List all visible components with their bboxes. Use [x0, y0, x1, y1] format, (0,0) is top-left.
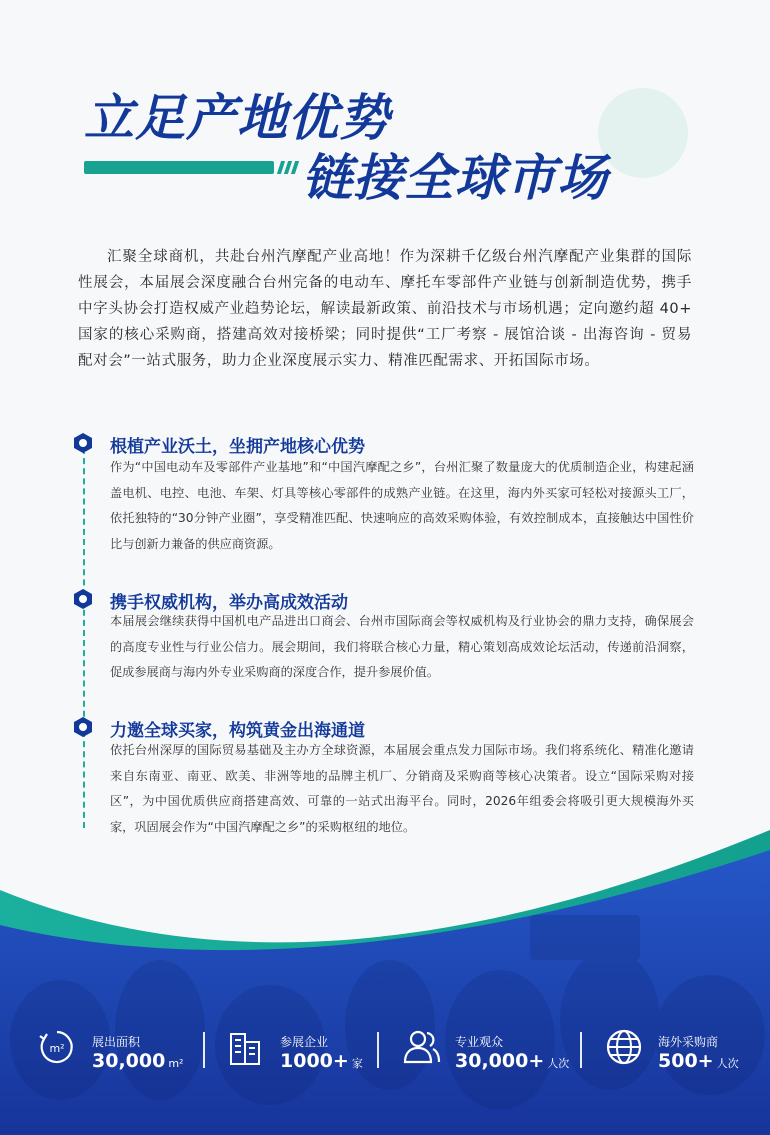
- stat-label: 海外采购商: [658, 1035, 719, 1049]
- section-body: 本届展会继续获得中国机电产品进出口商会、台州市国际商会等权威机构及行业协会的鼎力支持，确保展会的高度专业性与行业公信力。展会期间，我们将联合核心力量，精心策划高成效论坛活动，传递前沿洞察，促成参展商与海内外专业采购商的深度合作，提升参展价值。: [110, 614, 694, 679]
- decorative-circle: [598, 88, 688, 178]
- section-title: 根植产业沃土，坐拥产地核心优势: [110, 437, 365, 457]
- section-title: 力邀全球买家，构筑黄金出海通道: [110, 721, 365, 741]
- stat-value: 500+ 人次: [658, 1050, 739, 1072]
- hero-accent-ticks: [279, 161, 297, 174]
- stat-value: 30,000 m²: [92, 1050, 184, 1072]
- section-body: 作为“中国电动车及零部件产业基地”和“中国汽摩配之乡”，台州汇聚了数量庞大的优质制造企业，构建起涵盖电机、电控、电池、车架、灯具等核心零部件的成熟产业链。在这里，海内外买家可轻松对接源头工厂，依托独特的“30分钟产业圈”，享受精准匹配、快速响应的高效采购体验，有效控制成本，直接触达中国性价比与创新力兼备的供应商资源。: [110, 460, 694, 551]
- hexagon-bullet-icon: [74, 589, 92, 609]
- hero-title-line1: 立足产地优势: [84, 89, 390, 147]
- section-title: 携手权威机构，举办高成效活动: [110, 593, 348, 613]
- stats-bar: [0, 1020, 770, 1100]
- stat-label: 专业观众: [455, 1035, 504, 1049]
- stat-label: 参展企业: [280, 1035, 329, 1049]
- globe-icon: [605, 1028, 643, 1066]
- hero-accent-bar: [84, 161, 274, 174]
- hero-title-line2: 链接全球市场: [302, 149, 608, 207]
- timeline-dashed-line: [83, 448, 85, 828]
- intro-paragraph: 汇聚全球商机，共赴台州汽摩配产业高地！作为深耕千亿级台州汽摩配产业集群的国际性展会，本届展会深度融合台州完备的电动车、摩托车零部件产业链与创新制造优势，携手中字头协会打造权威产业趋势论坛，解读最新政策、前沿技术与市场机遇；定向邀约超 40+ 国家的核心采购商，搭建高效对接桥梁；同时提供“工厂考察 - 展馆洽谈 - 出海咨询 - 贸易配对会”一站式服务，助力企业深度展示实力、精准匹配需求、开拓国际市场。: [78, 249, 692, 369]
- people-icon: [402, 1028, 442, 1066]
- stat-divider: [377, 1032, 379, 1068]
- section-body: 依托台州深厚的国际贸易基础及主办方全球资源，本届展会重点发力国际市场。我们将系统化、精准化邀请来自东南亚、南亚、欧美、非洲等地的品牌主机厂、分销商及采购商等核心决策者。设立“国际采购对接区”，为中国优质供应商搭建高效、可靠的一站式出海平台。同时，2026年组委会将吸引更大规模海外买家，巩固展会作为“中国汽摩配之乡”的采购枢纽的地位。: [110, 743, 694, 834]
- hexagon-bullet-icon: [74, 717, 92, 737]
- stat-divider: [203, 1032, 205, 1068]
- stat-value: 30,000+ 人次: [455, 1050, 570, 1072]
- stat-label: 展出面积: [92, 1035, 141, 1049]
- area-icon: [38, 1028, 76, 1066]
- stat-value: 1000+ 家: [280, 1050, 363, 1072]
- stat-divider: [580, 1032, 582, 1068]
- svg-text:m²: m²: [49, 1042, 65, 1055]
- building-icon: [228, 1028, 262, 1066]
- hexagon-bullet-icon: [74, 433, 92, 453]
